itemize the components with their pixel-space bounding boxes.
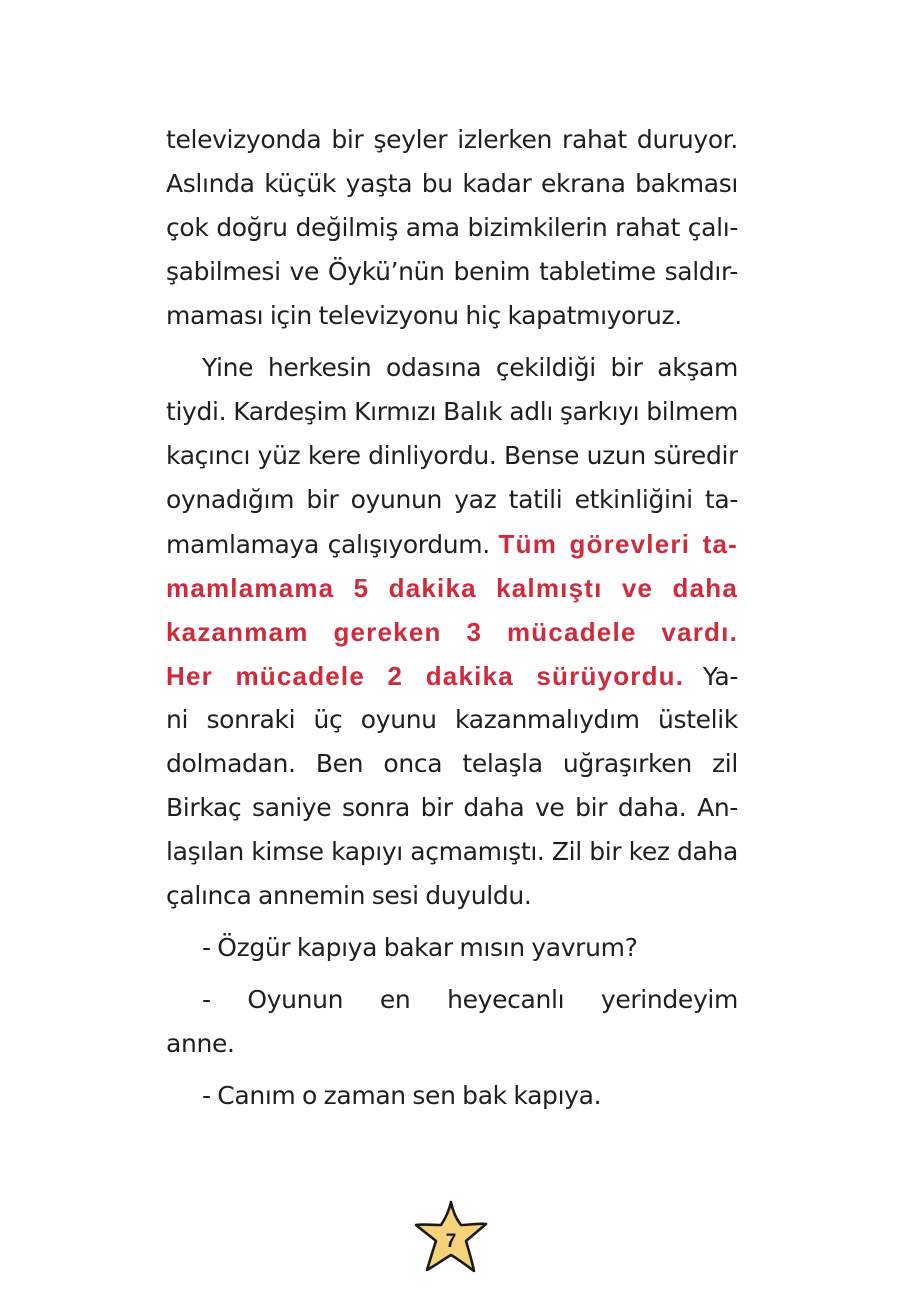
page-body <box>166 118 738 1118</box>
plain-text: mamlamaya çalışıyordum. <box>166 530 499 559</box>
dialogue-line-1 <box>166 926 738 970</box>
text-line: ni sonraki üç oyunu kazanmalıydım üstelik <box>166 705 738 734</box>
text-line: - Canım o zaman sen bak kapıya. <box>202 1081 602 1110</box>
page-number-badge <box>412 1198 490 1276</box>
highlighted-text: Her mücadele 2 dakika sürüyordu. <box>166 661 685 691</box>
text-line: Aslında küçük yaşta bu kadar ekrana bakması <box>166 169 738 198</box>
text-line: Yine herkesin odasına çekildiği bir akşam <box>202 353 738 382</box>
text-line: Birkaç saniye sonra bir daha ve bir daha. An- <box>166 793 738 822</box>
star-icon <box>412 1198 490 1276</box>
highlighted-line: mamlamama 5 dakika kalmıştı ve daha <box>166 573 738 603</box>
page-number: 7 <box>445 1231 457 1252</box>
text-line: dolmadan. Ben onca telaşla uğraşırken zil <box>166 749 738 778</box>
text-line: anne. <box>166 1029 235 1058</box>
text-line: oynadığım bir oyunun yaz tatili etkinliğini ta- <box>166 485 738 514</box>
highlighted-line: kazanmam gereken 3 mücadele vardı. <box>166 617 738 647</box>
highlighted-text: Tüm görevleri ta- <box>498 529 738 559</box>
text-line: - Oyunun en heyecanlı yerindeyim <box>202 985 738 1014</box>
text-line-mixed <box>166 654 738 698</box>
text-line: laşılan kimse kapıyı açmamıştı. Zil bir kez daha <box>166 837 738 866</box>
paragraph-1 <box>166 118 738 338</box>
text-line: tiydi. Kardeşim Kırmızı Balık adlı şarkıyı bilmem <box>166 397 738 426</box>
text-line: maması için televizyonu hiç kapatmıyoruz. <box>166 301 682 330</box>
text-line: çalınca annemin sesi duyuldu. <box>166 881 532 910</box>
text-line: kaçıncı yüz kere dinliyordu. Bense uzun süredir <box>166 441 738 470</box>
text-line: - Özgür kapıya bakar mısın yavrum? <box>202 933 638 962</box>
text-line: şabilmesi ve Öykü’nün benim tabletime saldır- <box>166 257 738 286</box>
dialogue-line-2 <box>166 978 738 1066</box>
paragraph-2 <box>166 346 738 918</box>
dialogue-line-3 <box>166 1074 738 1118</box>
text-line: çok doğru değilmiş ama bizimkilerin rahat çalı- <box>166 213 738 242</box>
plain-text: Ya- <box>684 662 738 691</box>
text-line-mixed <box>166 522 738 566</box>
text-line: televizyonda bir şeyler izlerken rahat duruyor. <box>166 125 738 154</box>
